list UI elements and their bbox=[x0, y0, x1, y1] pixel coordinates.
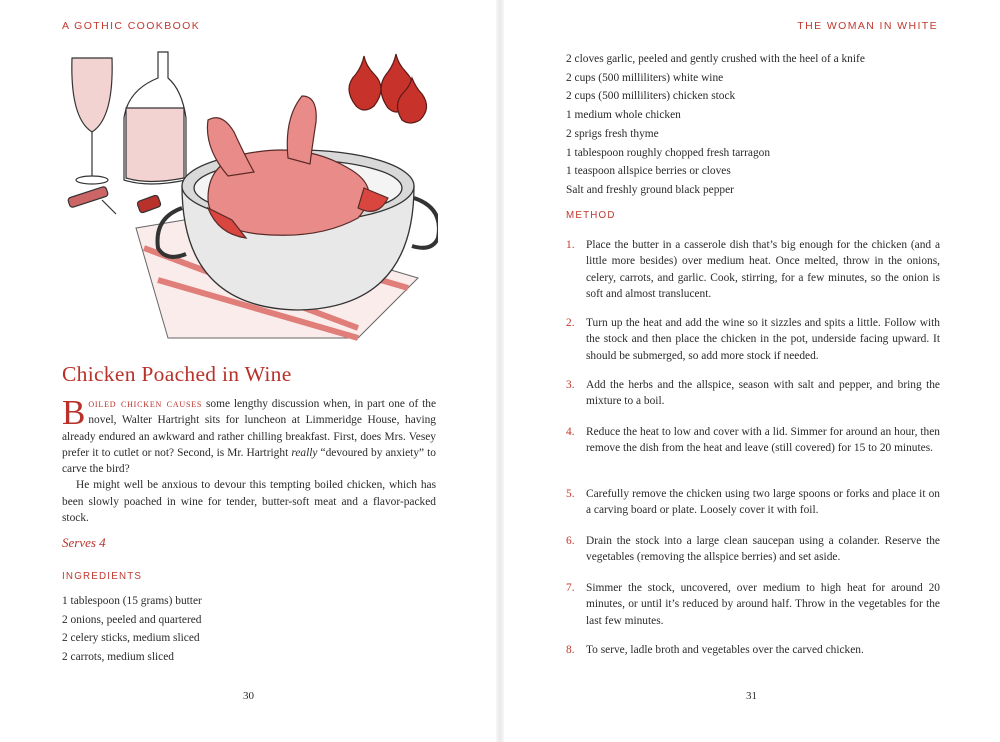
intro-paragraph-2: He might well be anxious to devour this tempting boiled chicken, which has been slowly poached in wine for tender, butter-soft meat and a flavor-packed stock. bbox=[62, 479, 436, 525]
method-step bbox=[566, 424, 940, 486]
ingredient-item: 2 cups (500 milliliters) white wine bbox=[566, 71, 724, 84]
step-number: 5. bbox=[566, 488, 575, 500]
method-heading: METHOD bbox=[566, 210, 616, 221]
method-step bbox=[566, 486, 940, 533]
serves-line: Serves 4 bbox=[62, 535, 106, 550]
running-head-left: A GOTHIC COOKBOOK bbox=[62, 20, 201, 32]
intro-paragraph-1 bbox=[62, 393, 436, 477]
step-number: 7. bbox=[566, 582, 575, 594]
chicken-pot-illustration bbox=[58, 48, 438, 348]
ingredient-item: 2 carrots, medium sliced bbox=[62, 651, 174, 664]
ingredients-list-left bbox=[62, 592, 202, 667]
ingredient-item: 1 tablespoon roughly chopped fresh tarragon bbox=[566, 146, 771, 159]
drop-cap: B bbox=[62, 393, 86, 432]
step-text: Add the herbs and the allspice, season with salt and pepper, and bring the mixture to a boil. bbox=[586, 379, 940, 408]
wine-bottle-icon bbox=[124, 52, 186, 184]
step-number: 3. bbox=[566, 379, 575, 391]
ingredient-item: 2 cloves garlic, peeled and gently crushed with the heel of a knife bbox=[566, 53, 865, 65]
method-step bbox=[566, 533, 940, 580]
ingredient-item: Salt and freshly ground black pepper bbox=[566, 183, 734, 196]
ingredient-item: 2 sprigs fresh thyme bbox=[566, 127, 659, 140]
step-number: 4. bbox=[566, 426, 575, 438]
step-number: 1. bbox=[566, 239, 575, 251]
step-text: To serve, ladle broth and vegetables over the carved chicken. bbox=[586, 644, 864, 656]
intro-paragraph-1-text: some lengthy discussion when, in part one of the novel, Walter Hartright sits for luncheon at Limmeridge House, having already endured an awkward and rather chilling breakfast. First, does Mrs. Vesey prefer it to cutlet or not? Second, is Mr. Hartright bbox=[62, 398, 436, 459]
ingredient-item: 1 medium whole chicken bbox=[566, 109, 681, 122]
method-step bbox=[566, 580, 940, 642]
step-text: Drain the stock into a large clean saucepan using a colander. Reserve the vegetables (removing the allspice berries) and set aside. bbox=[586, 535, 940, 564]
right-page bbox=[502, 0, 1000, 742]
page-number-right: 31 bbox=[746, 690, 757, 702]
step-text: Simmer the stock, uncovered, over medium to high heat for around 20 minutes, or until it’s reduced by around half. Throw in the vegetables for the last few minutes. bbox=[586, 582, 940, 627]
running-head-right: THE WOMAN IN WHITE bbox=[797, 20, 938, 32]
intro-text bbox=[62, 393, 436, 526]
ingredient-item: 2 celery sticks, medium sliced bbox=[62, 632, 200, 645]
ingredients-heading: INGREDIENTS bbox=[62, 571, 143, 582]
step-number: 2. bbox=[566, 317, 575, 329]
recipe-title: Chicken Poached in Wine bbox=[62, 362, 292, 386]
step-text: Reduce the heat to low and cover with a lid. Simmer for around an hour, then remove the dish from the heat and leave (still covered) for 15 to 20 minutes. bbox=[586, 426, 940, 455]
onion-icon bbox=[349, 54, 427, 123]
intro-italic-word: really bbox=[291, 446, 318, 459]
ingredient-item: 1 teaspoon allspice berries or cloves bbox=[566, 165, 731, 178]
page-number-left: 30 bbox=[243, 690, 254, 702]
ingredient-item: 1 tablespoon (15 grams) butter bbox=[62, 595, 202, 607]
ingredients-list-right bbox=[566, 50, 865, 200]
step-text: Place the butter in a casserole dish that’s big enough for the chicken (and a little more besides) over medium heat. Once melted, throw in the onions, celery, carrots, and garlic. Cook, stirring, for a few minutes, so the onion is soft and almost translucent. bbox=[586, 239, 940, 300]
method-steps bbox=[566, 237, 940, 658]
step-text: Turn up the heat and add the wine so it sizzles and spits a little. Follow with the stock and then place the chicken in the pot, underside facing upward. It should be submerged, so add more stock if needed. bbox=[586, 317, 940, 362]
intro-paragraph-1-end: “devoured by anxiety” to carve the bird? bbox=[62, 446, 436, 476]
step-text: Carefully remove the chicken using two large spoons or forks and place it on a carving board or plate. Loosely cover it with foil. bbox=[586, 488, 940, 517]
step-number: 6. bbox=[566, 535, 575, 547]
wine-glass-icon bbox=[72, 58, 112, 184]
method-step bbox=[566, 377, 940, 424]
method-step bbox=[566, 642, 940, 658]
step-number: 8. bbox=[566, 644, 575, 656]
ingredient-item: 2 cups (500 milliliters) chicken stock bbox=[566, 90, 736, 103]
corkscrew-icon bbox=[67, 186, 161, 214]
left-page bbox=[0, 0, 498, 742]
ingredient-item: 2 onions, peeled and quartered bbox=[62, 613, 202, 626]
intro-lead-in: oiled chicken causes bbox=[88, 398, 203, 410]
method-step bbox=[566, 237, 940, 315]
method-step bbox=[566, 315, 940, 377]
